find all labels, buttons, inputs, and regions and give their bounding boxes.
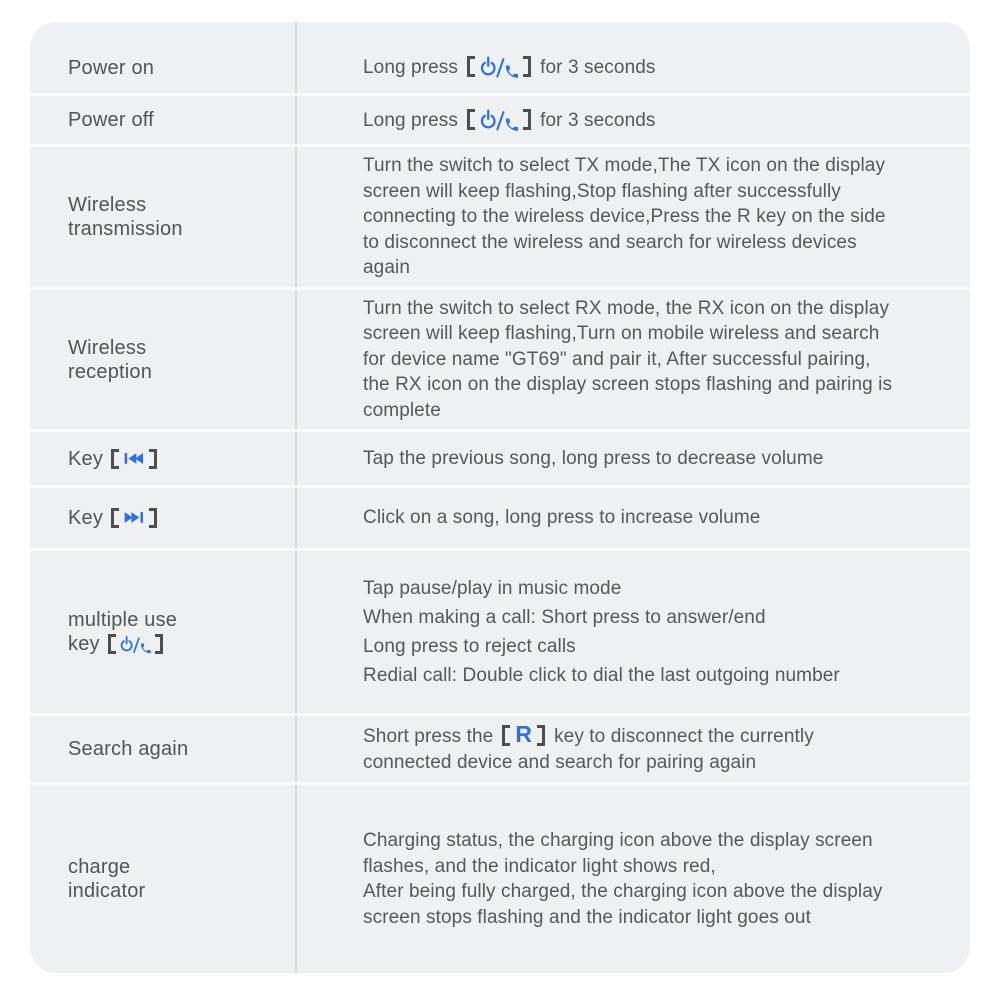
bracket-open-icon [467, 56, 475, 77]
row-label-cell [30, 488, 297, 548]
bracket-open-icon [111, 508, 119, 528]
desc-line: Redial call: Double click to dial the last outgoing number [363, 664, 840, 686]
bracket-close-icon [537, 725, 545, 746]
power-phone-icon [480, 107, 518, 133]
row-desc: Turn the switch to select RX mode, the RX icon on the display screen will keep flashing,Turn on mobile wireless and search for device name "GT69" and pair it, After successful pairing, the RX icon on the display screen stops flashing and pairing is complete [363, 297, 893, 421]
desc-text: Long press [363, 109, 459, 131]
bracket-open-icon [502, 725, 510, 746]
desc-text: Short press the [363, 726, 494, 747]
desc-lines [363, 572, 946, 692]
instruction-table-card [30, 22, 970, 973]
bracket-close-icon [149, 508, 157, 528]
r-key-letter: R [515, 721, 533, 747]
row-label-cell [30, 716, 297, 782]
row-label-cell [30, 432, 297, 485]
row-key-previous [30, 429, 970, 485]
row-desc: Charging status, the charging icon above the display screen flashes, and the indicator light shows red, [363, 830, 873, 877]
row-key-next [30, 485, 970, 548]
row-label: charge [68, 856, 131, 878]
desc-line: Tap pause/play in music mode [363, 577, 622, 599]
row-label-cell [30, 290, 297, 429]
bracket-open-icon [467, 109, 475, 130]
row-label: indicator [68, 880, 146, 902]
bracket-close-icon [155, 634, 163, 654]
row-label-cell [30, 96, 297, 144]
power-phone-icon [480, 54, 518, 80]
row-label [68, 447, 287, 471]
bracket-close-icon [149, 449, 157, 469]
label-text: Key [68, 447, 104, 470]
row-wireless-reception [30, 287, 970, 429]
desc-line: Long press to reject calls [363, 635, 576, 657]
row-wireless-transmission [30, 144, 970, 287]
row-desc-cell [297, 147, 970, 287]
row-desc-cell [297, 22, 970, 93]
row-desc: After being fully charged, the charging icon above the display screen stops flashing and the indicator light goes out [363, 881, 883, 928]
row-desc [363, 54, 895, 81]
row-search-again [30, 713, 970, 782]
bracket-open-icon [108, 634, 116, 654]
label-text: key [68, 633, 100, 655]
desc-text: key to disconnect the currently connected device and search for pairing again [363, 726, 814, 773]
row-desc-cell [297, 716, 970, 782]
row-desc: Turn the switch to select TX mode,The TX icon on the display screen will keep flashing,Stop flashing after successfully connecting to the wireless device,Press the R key on the side to disconnect the wireless and search for wireless devices again [363, 155, 886, 279]
bracket-open-icon [111, 449, 119, 469]
row-label-cell [30, 551, 297, 713]
row-multiple-use-key [30, 548, 970, 713]
row-label-cell [30, 785, 297, 973]
bracket-close-icon [523, 109, 531, 130]
row-label: Search again [68, 738, 189, 760]
row-label: Wireless [68, 194, 147, 216]
row-desc-cell [297, 96, 970, 144]
row-label: Power on [68, 56, 155, 79]
row-power-off [30, 93, 970, 144]
bracket-close-icon [523, 56, 531, 77]
desc-text: Long press [363, 57, 459, 79]
row-desc: Tap the previous song, long press to decrease volume [363, 447, 824, 469]
label-text: Key [68, 507, 104, 529]
desc-text: for 3 seconds [540, 109, 656, 131]
row-label: multiple use [68, 609, 178, 631]
row-label: Wireless [68, 336, 147, 359]
desc-line: When making a call: Short press to answer/end [363, 606, 766, 628]
row-charge-indicator [30, 782, 970, 973]
row-desc: Click on a song, long press to increase volume [363, 507, 761, 529]
row-desc-cell [297, 785, 970, 973]
row-desc-cell [297, 488, 970, 548]
row-label: transmission [68, 218, 183, 240]
row-label: reception [68, 360, 153, 383]
row-desc [363, 723, 895, 775]
skip-previous-icon [123, 451, 145, 466]
desc-text: for 3 seconds [540, 57, 656, 79]
row-label-cell [30, 147, 297, 287]
row-label [68, 632, 287, 656]
power-phone-icon [120, 634, 151, 655]
row-desc-cell [297, 432, 970, 485]
row-desc-cell [297, 290, 970, 429]
row-label [68, 506, 287, 530]
skip-next-icon [123, 510, 145, 525]
row-power-on [30, 22, 970, 93]
row-desc-cell [297, 551, 970, 713]
row-label: Power off [68, 109, 154, 131]
row-desc [363, 107, 895, 134]
row-label-cell [30, 22, 297, 93]
